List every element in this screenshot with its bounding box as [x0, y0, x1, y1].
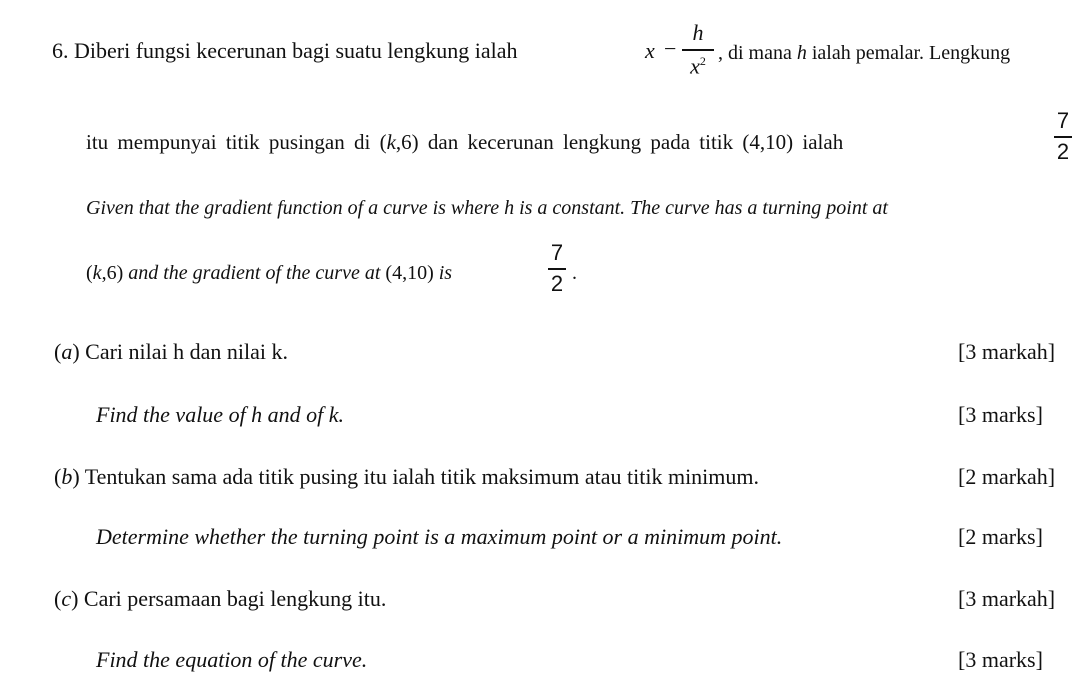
line2-point — [380, 130, 419, 154]
english-fraction-den: 2 — [550, 270, 564, 296]
english-point — [86, 262, 123, 284]
part-b-malay-text: Tentukan sama ada titik pusing itu ialah titik maksimum atau titik minimum. — [84, 464, 760, 489]
question-intro-text: Diberi fungsi kecerunan bagi suatu lengkung ialah — [74, 38, 518, 63]
line2-mid: dan kecerunan lengkung pada titik — [427, 130, 734, 154]
english-is: is — [438, 262, 453, 284]
line2-end: ialah — [802, 130, 844, 154]
gradient-fn-fraction — [682, 22, 714, 77]
part-b-english-marks: [2 marks] — [958, 524, 1043, 549]
line2-fraction — [1054, 110, 1072, 163]
fraction-bar — [1054, 136, 1072, 138]
question-line2-malay — [86, 130, 843, 155]
english-point-k: k — [92, 262, 102, 284]
part-a-close: ) — [72, 339, 80, 364]
part-a-english: Find the value of h and of k. — [96, 402, 345, 427]
english-fraction-num: 7 — [550, 240, 564, 265]
denominator-base: x — [690, 52, 700, 78]
gradient-fn-minus: − — [664, 36, 677, 61]
line2-point-k: k — [386, 130, 396, 154]
part-a-malay-text: Cari nilai h dan nilai k. — [85, 339, 289, 364]
question-intro-tail — [718, 42, 1010, 65]
part-b-open: ( — [54, 464, 62, 489]
part-a-english-marks: [3 marks] — [958, 402, 1043, 427]
question-line1-english: Given that the gradient function of a curve is where h is a constant. The curve has a turning point at — [86, 197, 888, 219]
part-a-letter: a — [61, 339, 73, 364]
intro-tail-a: , di mana — [718, 42, 792, 64]
gradient-fn-x: x — [645, 38, 655, 63]
question-intro-malay — [52, 38, 518, 64]
part-a-malay — [54, 339, 288, 365]
question-number: 6. — [52, 38, 69, 63]
part-c-malay-text: Cari persamaan bagi lengkung itu. — [83, 586, 387, 611]
part-b-close: ) — [72, 464, 80, 489]
part-a-malay-marks: [3 markah] — [958, 339, 1056, 364]
part-b-malay — [54, 464, 759, 490]
part-b-label — [54, 464, 80, 489]
english-line2-text: and the gradient of the curve at — [128, 262, 381, 284]
english-point-close: ,6) — [101, 262, 124, 284]
part-b-malay-marks: [2 markah] — [958, 464, 1056, 489]
fraction-bar — [682, 49, 714, 51]
part-c-open: ( — [54, 586, 62, 611]
denominator-power: 2 — [699, 53, 706, 68]
part-c-malay — [54, 586, 386, 612]
part-b-english: Determine whether the turning point is a maximum point or a minimum point. — [96, 524, 783, 549]
english-period: . — [572, 262, 577, 284]
part-c-letter: c — [61, 586, 72, 611]
part-c-close: ) — [71, 586, 79, 611]
line2-point-rest: ,6) — [395, 130, 419, 154]
gradient-fn-denominator — [690, 52, 706, 78]
gradient-fn-numerator: h — [692, 20, 704, 45]
part-b-letter: b — [61, 464, 73, 489]
line2-point2: (4,10) — [742, 130, 794, 154]
intro-h: h — [796, 42, 807, 64]
english-fraction — [548, 242, 566, 295]
intro-tail-b: ialah pemalar. Lengkung — [811, 42, 1011, 64]
line2-fraction-den: 2 — [1056, 138, 1070, 164]
english-point2: (4,10) — [385, 262, 434, 284]
part-c-label — [54, 586, 78, 611]
part-a-label — [54, 339, 80, 364]
question-line2-english — [86, 262, 452, 285]
part-c-english: Find the equation of the curve. — [96, 647, 368, 672]
line2-point-open: ( — [379, 130, 387, 154]
part-c-english-marks: [3 marks] — [958, 647, 1043, 672]
fraction-bar — [548, 268, 566, 270]
part-a-open: ( — [54, 339, 62, 364]
part-c-malay-marks: [3 markah] — [958, 586, 1056, 611]
line2-text: itu mempunyai titik pusingan di — [86, 130, 371, 154]
english-point-open: ( — [86, 262, 93, 284]
line2-fraction-num: 7 — [1056, 108, 1070, 133]
